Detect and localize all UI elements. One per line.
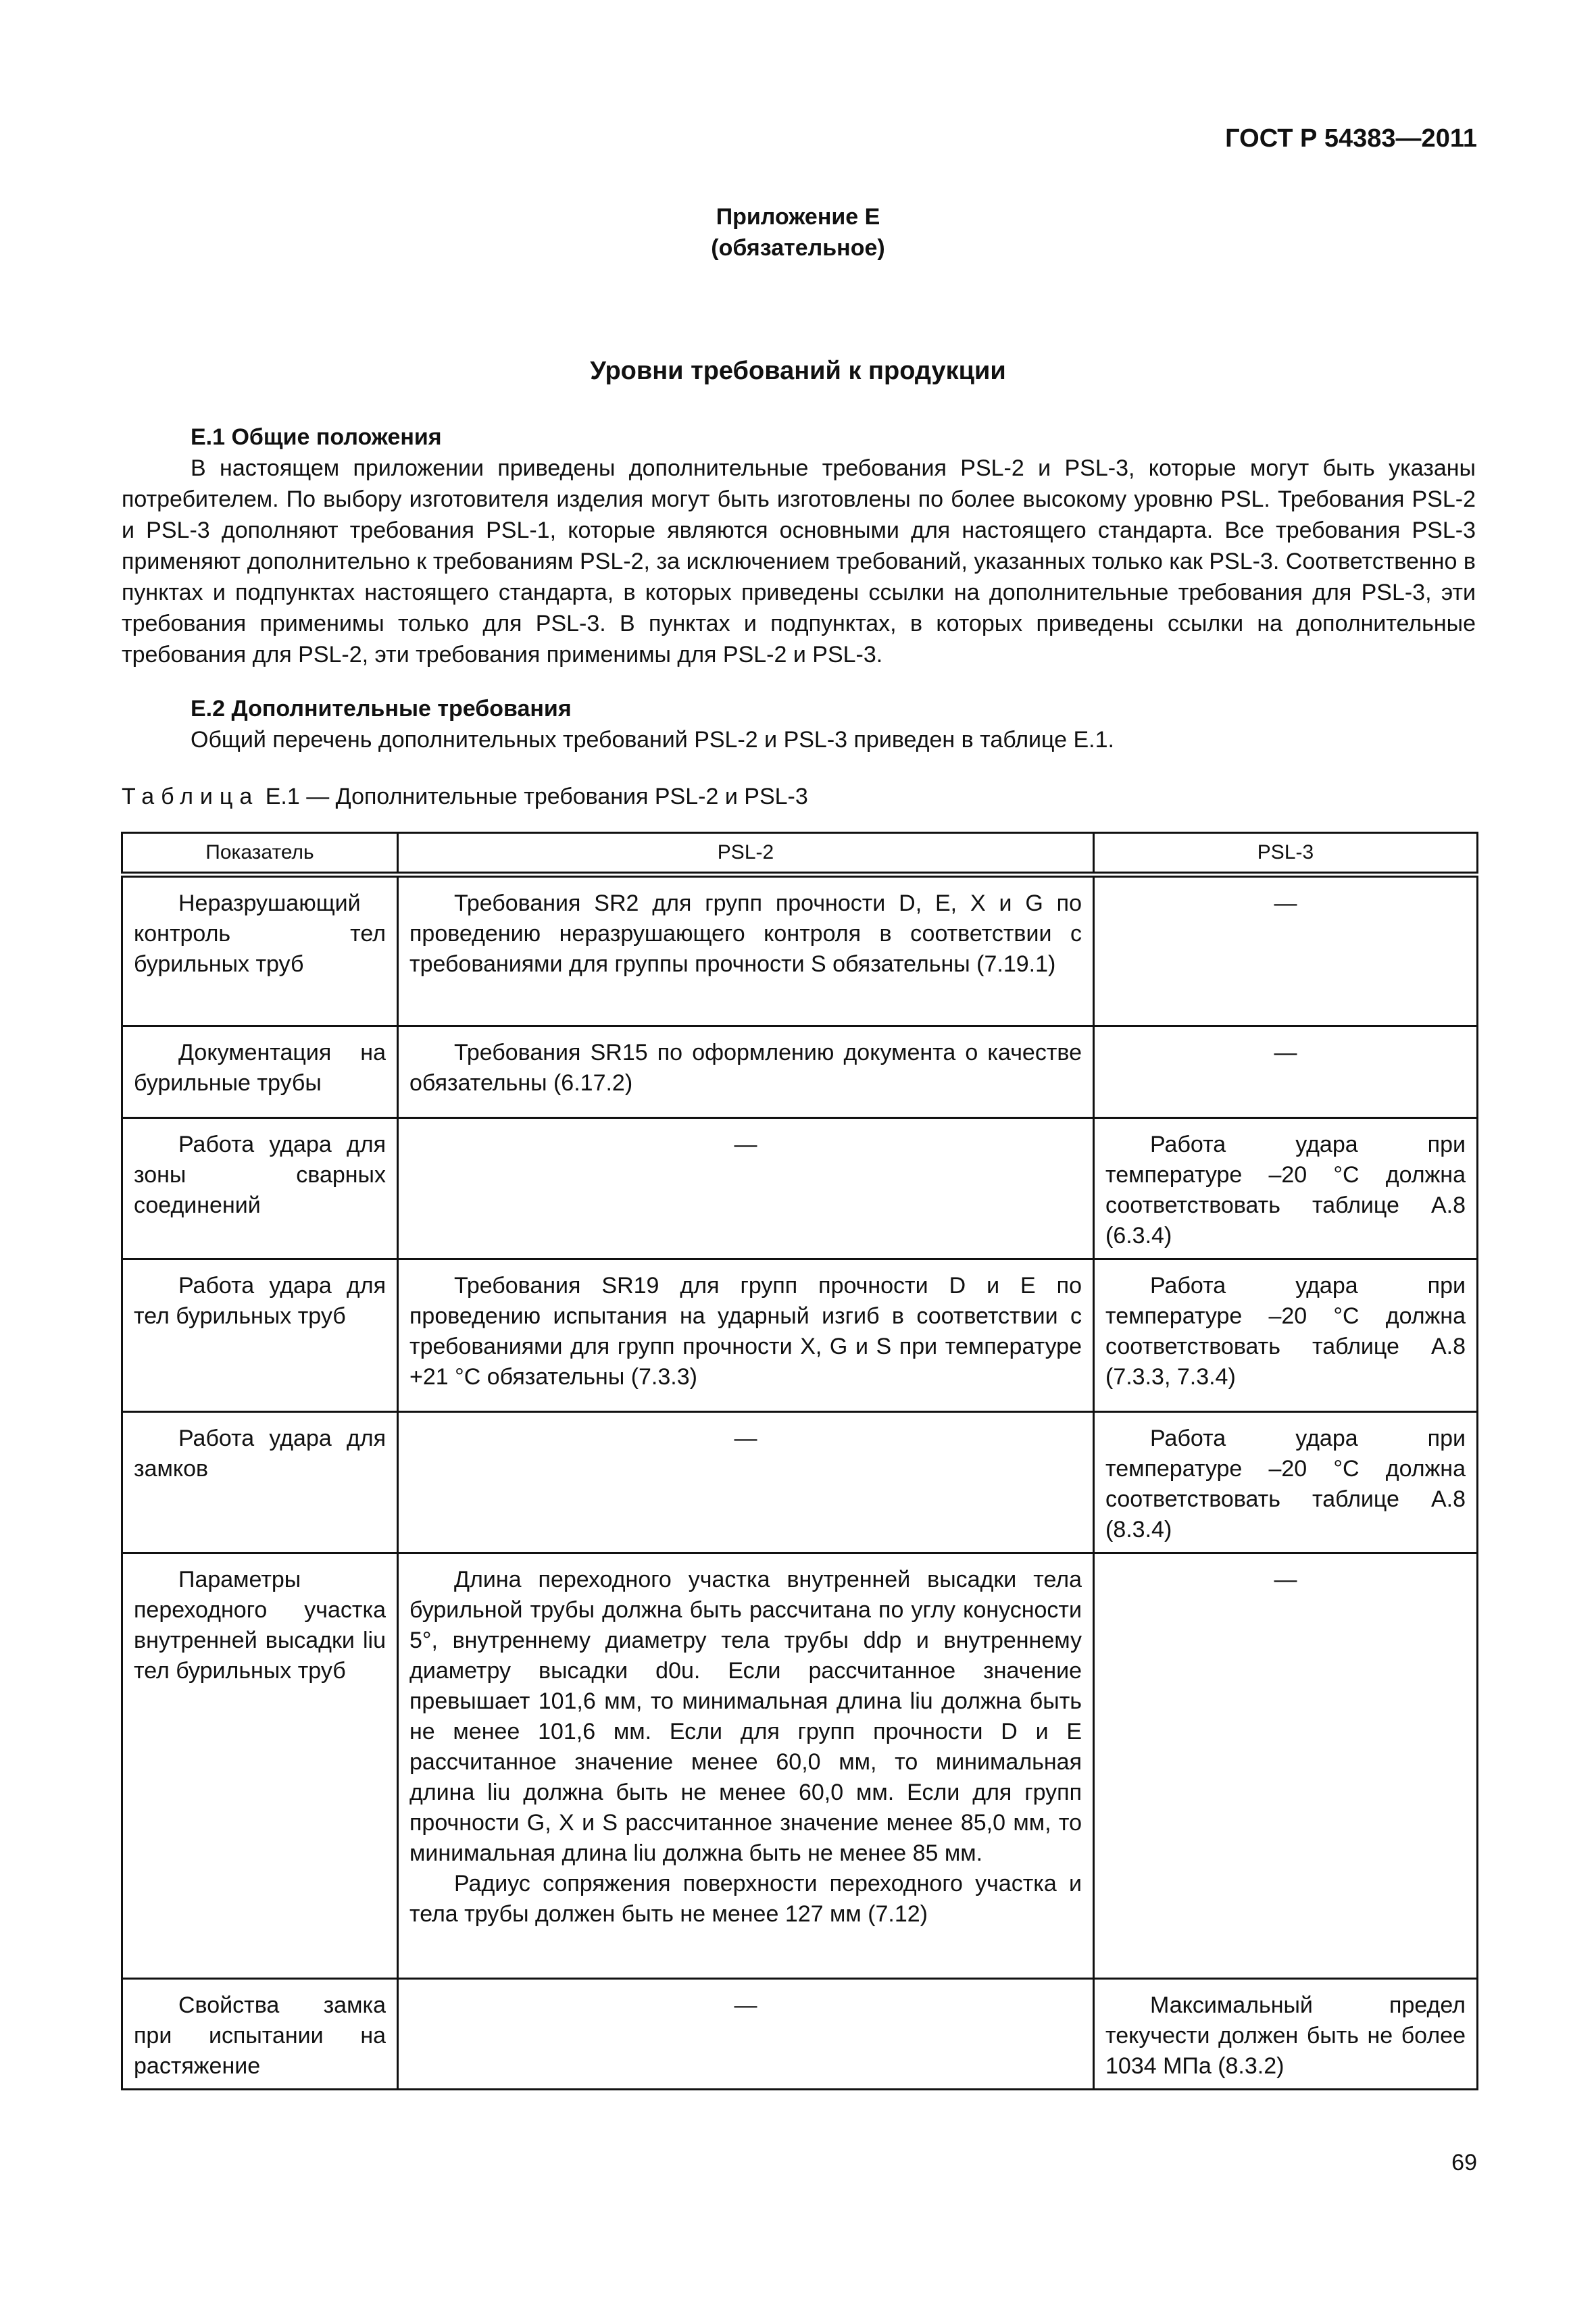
indicator-cell: Параметры переходного участка внутренней высадки liu тел бурильных труб: [122, 1553, 398, 1979]
appendix-status: (обязательное): [711, 235, 885, 261]
psl3-cell: —: [1094, 1553, 1478, 1979]
column-header-psl2: PSL-2: [398, 833, 1094, 875]
table-row: [122, 1026, 1478, 1118]
indicator-cell: Работа удара для тел бурильных труб: [122, 1259, 398, 1412]
psl2-cell: —: [398, 1412, 1094, 1553]
psl3-cell: —: [1094, 875, 1478, 1026]
requirements-table: [121, 832, 1478, 2090]
section-text-e2: Общий перечень дополнительных требований PSL-2 и PSL-3 приведен в таблице Е.1.: [191, 727, 1114, 753]
table-caption-rest: Е.1 — Дополнительные требования PSL-2 и PSL-3: [259, 784, 808, 809]
indicator-cell: Свойства замка при испытании на растяжение: [122, 1979, 398, 2090]
table-header-row: [122, 833, 1478, 875]
psl3-cell: Работа удара при температуре –20 °C должна соответствовать таблице А.8 (7.3.3, 7.3.4): [1094, 1259, 1478, 1412]
table-row: [122, 1259, 1478, 1412]
table-row: [122, 1118, 1478, 1259]
page-number: 69: [1451, 2150, 1477, 2175]
indicator-cell: Неразрушающий контроль тел бурильных труб: [122, 875, 398, 1026]
psl2-cell: Требования SR15 по оформлению документа о качестве обязательны (6.17.2): [398, 1026, 1094, 1118]
section-heading-e1: Е.1 Общие положения: [191, 424, 442, 450]
indicator-cell: Работа удара для зоны сварных соединений: [122, 1118, 398, 1259]
psl3-cell: —: [1094, 1026, 1478, 1118]
page-title: Уровни требований к продукции: [590, 357, 1006, 385]
standard-number: ГОСТ Р 54383—2011: [1225, 124, 1477, 153]
table-caption-word: Таблица: [122, 784, 259, 809]
indicator-cell: Работа удара для замков: [122, 1412, 398, 1553]
psl3-cell: Максимальный предел текучести должен быть не более 1034 МПа (8.3.2): [1094, 1979, 1478, 2090]
psl2-cell: Требования SR19 для групп прочности D и E по проведению испытания на ударный изгиб в соответствии с требованиями для групп прочности X, G и S при температуре +21 °C обязательны (7.3.3): [398, 1259, 1094, 1412]
psl3-cell: Работа удара при температуре –20 °C должна соответствовать таблице А.8 (6.3.4): [1094, 1118, 1478, 1259]
psl2-paragraph-extra: Радиус сопряжения поверхности переходного участка и тела трубы должен быть не менее 127 мм (7.12): [409, 1871, 1082, 1927]
table-row: [122, 1553, 1478, 1979]
column-header-indicator: Показатель: [122, 833, 398, 875]
section-heading-e2: Е.2 Дополнительные требования: [191, 696, 572, 722]
psl2-cell: Требования SR2 для групп прочности D, E, X и G по проведению неразрушающего контроля в соответствии с требованиями для группы прочности S обязательны (7.19.1): [398, 875, 1094, 1026]
table-row: [122, 1979, 1478, 2090]
psl2-cell: [398, 1553, 1094, 1979]
table-row: [122, 1412, 1478, 1553]
psl2-cell: —: [398, 1118, 1094, 1259]
appendix-title: Приложение Е: [716, 204, 880, 230]
indicator-cell: Документация на бурильные трубы: [122, 1026, 398, 1118]
psl2-cell: —: [398, 1979, 1094, 2090]
table-caption: [122, 784, 808, 810]
psl2-paragraph: Длина переходного участка внутренней высадки тела бурильной трубы должна быть рассчитана по углу конусности 5°, внутреннему диаметру тела трубы ddp и внутреннему диаметру высадки d0u. Если рассчитанное значение превышает 101,6 мм, то минимальная длина liu должна быть не менее 101,6 мм. Если для групп прочности D и E рассчитанное значение менее 60,0 мм, то минимальная длина liu должна быть не менее 60,0 мм. Если для групп прочности G, X и S рассчитанное значение менее 85,0 мм, то минимальная длина liu должна быть не менее 85 мм.: [409, 1567, 1082, 1866]
column-header-psl3: PSL-3: [1094, 833, 1478, 875]
section-text-e1: В настоящем приложении приведены дополнительные требования PSL-2 и PSL-3, которые могут быть указаны потребителем. По выбору изготовителя изделия могут быть изготовлены по более высокому уровню PSL. Требования PSL-2 и PSL-3 дополняют требования PSL-1, которые являются основными для настоящего стандарта. Все требования PSL-3 применяют дополнительно к требованиям PSL-2, за исключением требований, указанных только как PSL-3. Соответственно в пунктах и подпунктах настоящего стандарта, в которых приведены ссылки на дополнительные требования для PSL-3, эти требования применимы только для PSL-3. В пунктах и подпунктах, в которых приведены ссылки на дополнительные требования для PSL-2, эти требования применимы для PSL-2 и PSL-3.: [122, 455, 1476, 668]
psl3-cell: Работа удара при температуре –20 °C должна соответствовать таблице А.8 (8.3.4): [1094, 1412, 1478, 1553]
table-row: [122, 875, 1478, 1026]
